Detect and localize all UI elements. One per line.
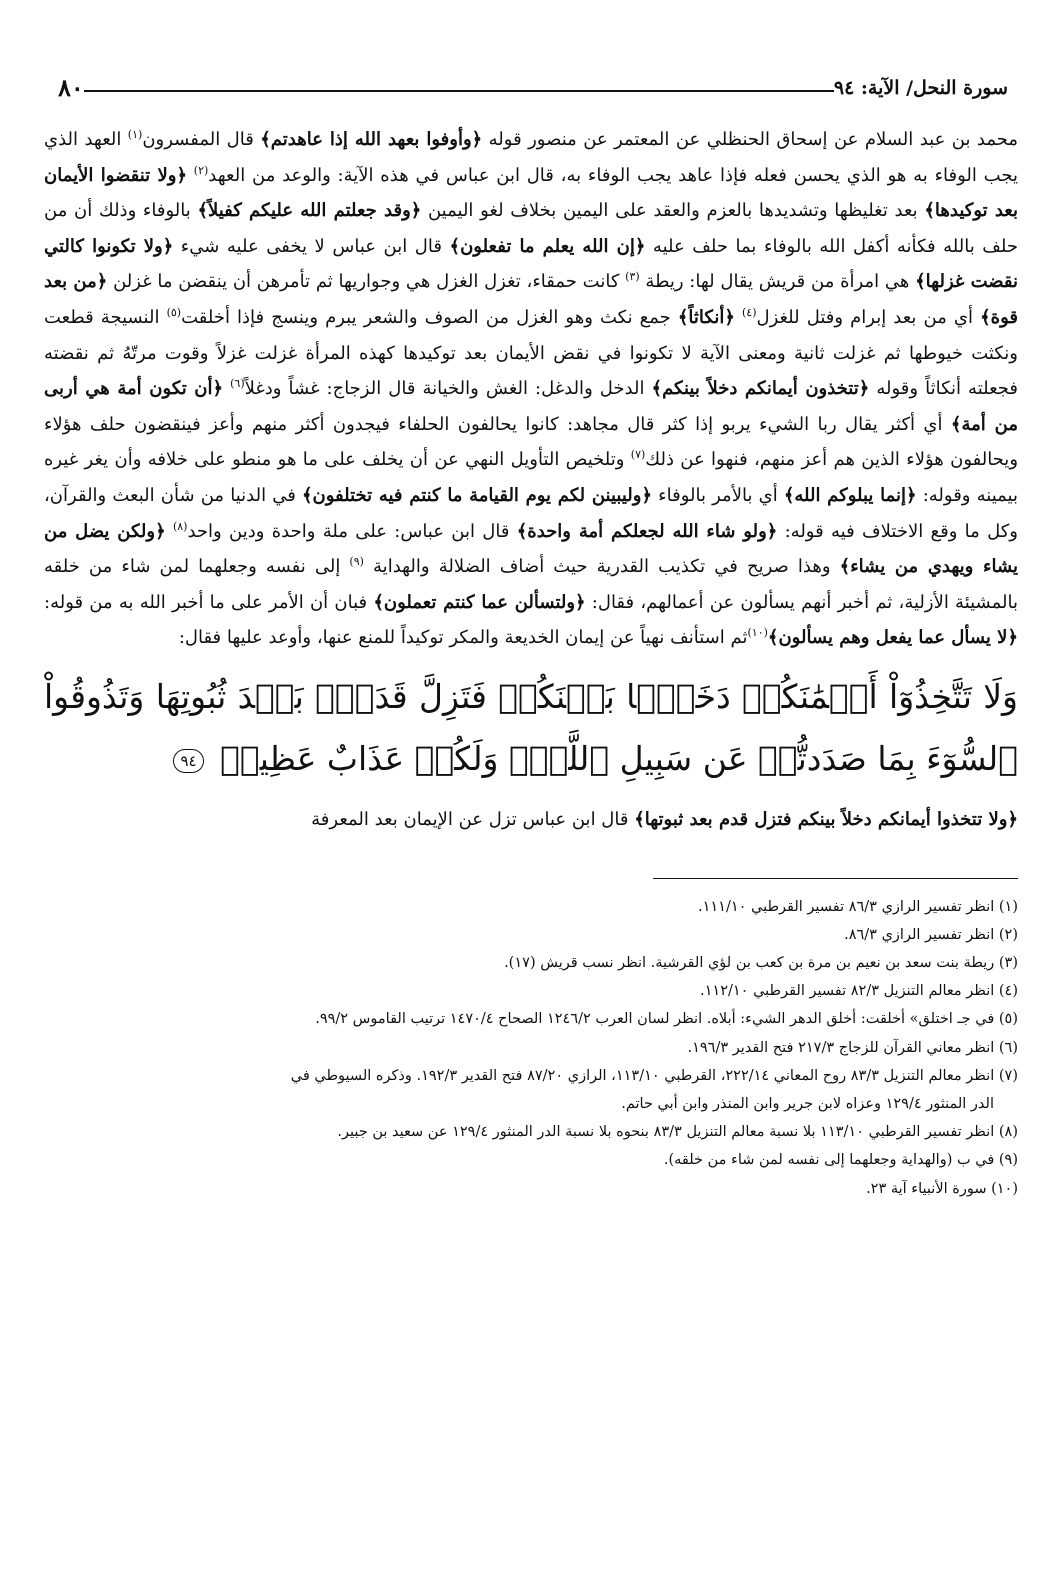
footnote-reference: (٥) (166, 305, 182, 319)
body-text-run: كانت حمقاء، تغزل الغزل هي وجواريها ثم تأمرهن أن ينقضن ما غزلن (107, 271, 626, 293)
footnote-item: (٦) انظر معاني القرآن للزجاج ٢١٧/٣ فتح القدير ١٩٦/٣. (687, 1039, 1018, 1056)
footnote-item: (٢) انظر تفسير الرازي ٨٦/٣. (844, 926, 1018, 943)
body-text-run: وهذا صريح في تكذيب القدرية حيث أضاف الضلالة والهداية (363, 556, 840, 578)
footnote-reference: (١٠) (747, 626, 768, 640)
body-text-run: إلى نفسه وجعلهما لمن شاء من خلقه بالمشيئة الأزلية، ثم أخبر أنهم يسألون عن أعمالهم، فقال: (44, 556, 1018, 613)
quran-quote: ﴿إن الله يعلم ما تفعلون﴾ (449, 235, 646, 257)
quran-quote: ﴿ولا تتخذوا أيمانكم دخلاً بينكم فتزل قدم بعد ثبوتها﴾ (634, 808, 1018, 830)
body-paragraph (44, 122, 1018, 656)
quran-quote: ﴿وقد جعلتم الله عليكم كفيلاً﴾ (197, 200, 422, 222)
footnote-reference: (٢) (193, 163, 209, 177)
header-rule (84, 90, 834, 92)
quran-quote: ﴿أن تكون أمة هي أربى من أمة﴾ (44, 378, 1018, 435)
commentary-text (44, 802, 1018, 838)
quran-quote: ﴿وليبينن لكم يوم القيامة ما كنتم فيه تختلفون﴾ (301, 484, 653, 506)
body-text-run: أي أكثر يقال ربا الشيء يربو إذا كثر قال مجاهد: كانوا يحالفون الحلفاء فيجدون أكثر منهم وأعز فينقضون حلف هؤلاء ويحالفون هؤلاء الذين هم أعز منهم، فنهوا عن ذلك (44, 413, 1019, 471)
footnote-reference: (٦) (230, 377, 245, 391)
quran-quote: ﴿ولو شاء الله لجعلكم أمة واحدة﴾ (516, 520, 778, 542)
body-text (44, 122, 1018, 656)
footnote-reference: (٣) (625, 270, 640, 284)
body-text-run: أي من بعد إبرام وفتل للغزل (756, 306, 981, 328)
body-text-run: قال ابن عباس تزل عن الإيمان بعد المعرفة (311, 808, 635, 830)
body-text-run: العهد الذي يجب الوفاء به هو الذي يحسن فعله فإذا عاهد يجب الوفاء به، قال ابن عباس في هذه الآية: والوعد من العهد (44, 129, 1018, 186)
body-text-run: هي امرأة من قريش يقال لها: ريطة (639, 271, 916, 293)
body-text-run: قال المفسرون (142, 129, 261, 150)
footnote-item: (٧) انظر معالم التنزيل ٨٣/٣ روح المعاني ٢٢٢/١٤، القرطبي ١١٣/١٠، الرازي ٨٧/٢٠ فتح القدير ١٩٢/٣. وذكره السيوطي في (290, 1067, 1018, 1084)
quran-quote: ﴿أنكاثاً﴾ (677, 306, 735, 328)
footnote-item: (٩) في ب (والهداية وجعلهما إلى نفسه لمن شاء من خلقه). (663, 1152, 1018, 1169)
quran-quote: ﴿ولكن يضل من يشاء ويهدي من يشاء﴾ (44, 520, 1019, 578)
footnote-reference: (٩) (349, 555, 364, 569)
body-text-run: الدخل والدغل: الغش والخيانة قال الزجاج: غشاً ودغلاً (244, 378, 652, 400)
body-text-run: أي بالأمر بالوفاء (652, 484, 784, 506)
body-text-run: وتلخيص التأويل النهي عن أن يخلف على ما هو منطو على خلافه وأن يغر غيره بيمينه وقوله: (44, 449, 1019, 506)
verse-text: وَلَا تَتَّخِذُوٓاْ أَيۡمَٰنَكُمۡ دَخَلَۢا بَيۡنَكُمۡ فَتَزِلَّ قَدَمُۢ بَعۡدَ ثُبُوتِهَا وَتَذُوقُواْ ٱلسُّوٓءَ بِمَا صَدَدتُّمۡ عَن سَبِيلِ ٱللَّهِۖ وَلَكُمۡ عَذَابٌ عَظِيمٞ (44, 676, 1018, 778)
footnote-item: (١٠) سورة الأنبياء آية ٢٣. (866, 1180, 1018, 1197)
quran-quote: ﴿تتخذون أيمانكم دخلاً بينكم﴾ (651, 378, 870, 400)
running-title: سورة النحل/ الآية: ٩٤ (833, 77, 1008, 100)
body-text-run: بعد تغليظها وتشديدها بالعزم والعقد على اليمين بخلاف لغو اليمين (421, 200, 925, 222)
footnote-item: (٣) ريطة بنت سعد بن نعيم بن مرة بن كعب بن لؤي القرشية. انظر نسب قريش (١٧). (504, 954, 1018, 971)
footnote-continuation: الدر المنثور ١٢٩/٤ وعزاه لابن جرير وابن المنذر وابن أبي حاتم. (621, 1095, 994, 1112)
body-text-run: قال ابن عباس: على ملة واحدة ودين واحد (187, 520, 517, 542)
quran-quote: ﴿ولتسألن عما كنتم تعملون﴾ (373, 591, 586, 613)
commentary-paragraph (44, 802, 1018, 838)
body-text-run: بالوفاء وذلك أن من حلف بالله فكأنه أكفل الله بالوفاء بما حلف عليه (44, 200, 1018, 257)
footnote-item: (٨) انظر تفسير القرطبي ١١٣/١٠ بلا نسبة معالم التنزيل ٨٣/٣ بنحوه بلا نسبة الدر المنثور ١٢٩/٤ عن سعيد بن جبير. (337, 1124, 1018, 1141)
page-header (44, 58, 1018, 100)
footnote-reference: (٤) (741, 305, 757, 319)
body-text-run (187, 165, 194, 186)
footnote-rule (653, 878, 1018, 879)
ayah-number-marker: ٩٤ (173, 749, 203, 773)
quran-verse (44, 666, 1018, 790)
body-text-run (166, 521, 173, 542)
quran-quote: ﴿إنما يبلوكم الله﴾ (783, 484, 917, 506)
body-text-run (735, 307, 742, 328)
footnotes (44, 893, 1018, 1203)
quran-quote: ﴿ولا تكونوا كالتي نقضت غزلها﴾ (44, 235, 1018, 293)
quran-quote: ﴿لا يسأل عما يفعل وهم يسألون﴾ (767, 627, 1018, 649)
body-text-run: في الدنيا من شأن البعث والقرآن، وكل ما وقع الاختلاف فيه قوله: (44, 484, 1018, 542)
quran-quote: ﴿ولا تنقضوا الأيمان بعد توكيدها﴾ (44, 164, 1018, 222)
book-page (44, 58, 1018, 1562)
body-text-run: قال ابن عباس لا يخفى عليه شيء (173, 235, 450, 257)
body-text-run: جمع نكث وهو الغزل من الصوف والشعر يبرم وينسج فإذا أخلقت (181, 306, 678, 328)
footnote-item: (١) انظر تفسير الرازي ٨٦/٣ تفسير القرطبي ١١١/١٠. (697, 898, 1018, 915)
footnote-reference: (٧) (630, 448, 646, 462)
page-number: ٨٠ (58, 73, 84, 102)
quran-quote: ﴿وأوفوا بعهد الله إذا عاهدتم﴾ (260, 129, 483, 150)
body-text-run: ثم استأنف نهياً عن إيمان الخديعة والمكر توكيداً للمنع عنها، وأوعد عليها فقال: (178, 627, 748, 649)
body-text-run: محمد بن عبد السلام عن إسحاق الحنظلي عن المعتمر عن منصور قوله (482, 129, 1019, 150)
footnote-reference: (١) (127, 128, 143, 141)
footnote-item: (٤) انظر معالم التنزيل ٨٢/٣ تفسير القرطبي ١١٢/١٠. (700, 983, 1018, 1000)
footnote-reference: (٨) (172, 519, 188, 533)
footnote-item: (٥) في جـ اختلق» أخلقت: أخلق الدهر الشيء: أبلاه. انظر لسان العرب ١٢٤٦/٢ الصحاح ١٤٧٠/٤ ترتيب القاموس ٩٩/٢. (315, 1011, 1018, 1028)
body-text-run: فبان أن الأمر على ما أخبر الله به من قوله: (44, 591, 374, 613)
quran-quote: ﴿من بعد قوة﴾ (44, 271, 1018, 328)
body-text-run: النسيجة قطعت ونكثت خيوطها ثم غزلت ثانية ومعنى الآية لا تكونوا في نقض الأيمان بعد توكيدها كهذه المرأة غزلت غزلاً وقوت مرتّهُ ثم نقضته فجعلته أنكاثاً وقوله (44, 306, 1019, 400)
